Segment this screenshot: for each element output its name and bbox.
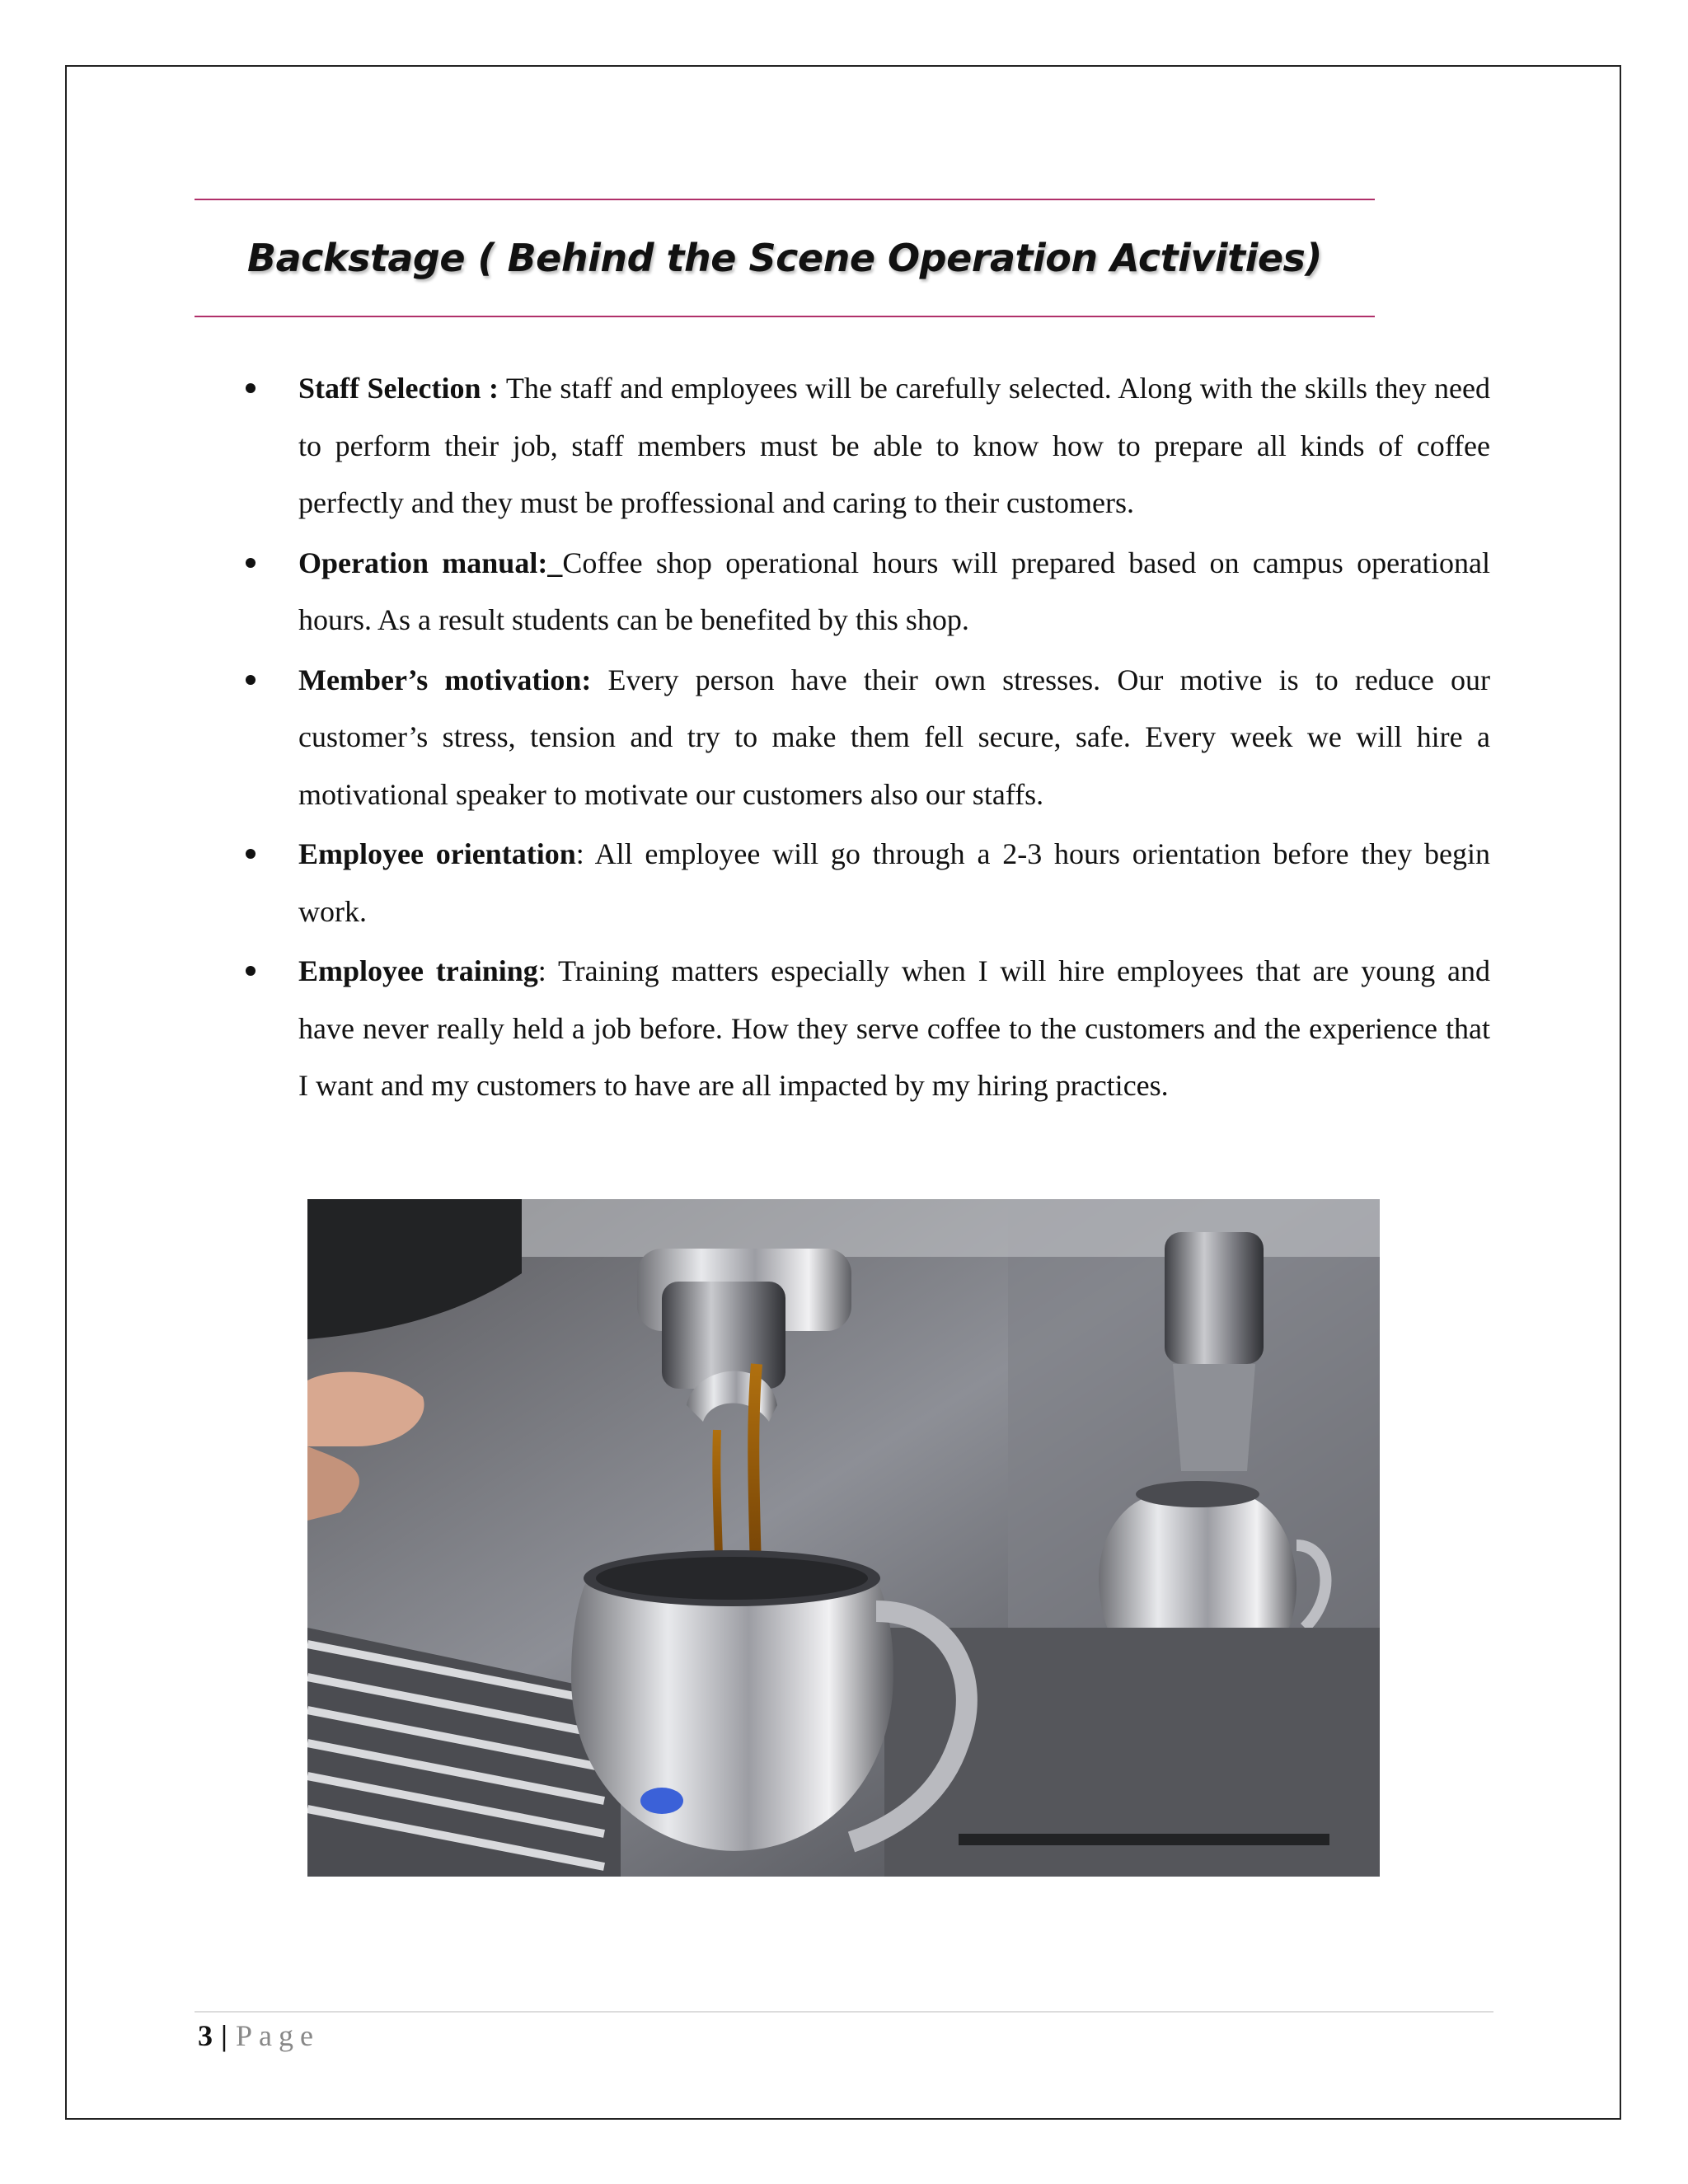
bullet-icon [246, 558, 256, 568]
title-rule-bottom [195, 316, 1375, 317]
list-item-employee-training [239, 943, 1490, 1115]
footer-separator: | [221, 2019, 227, 2052]
item-label: Operation manual:_ [298, 546, 563, 579]
item-label: Employee orientation [298, 837, 576, 870]
bullet-icon [246, 383, 256, 393]
page-word: Page [235, 2019, 320, 2052]
page-title: Backstage ( Behind the Scene Operation Activities) [247, 236, 1322, 280]
item-label: Member’s motivation: [298, 663, 592, 696]
bullet-icon [246, 849, 256, 859]
page-footer [198, 2015, 320, 2056]
list-item-member-motivation [239, 652, 1490, 824]
bullet-icon [246, 966, 256, 976]
bullet-icon [246, 675, 256, 685]
item-text: : Training matters especially when I will hire employees that are young and have never really held a job before. How they serve coffee to the customers and the experience that I want and my customers to have are all impacted by my hiring practices. [298, 954, 1491, 1102]
item-text: : All employee will go through a 2-3 hours orientation before they begin work. [298, 837, 1491, 928]
item-text: The staff and employees will be carefully selected. Along with the skills they need to perform their job, staff members must be able to know how to prepare all kinds of coffee perfectly and they must be proffessional and caring to their customers. [298, 372, 1490, 519]
espresso-machine-photo [307, 1199, 1380, 1877]
operations-list [239, 360, 1490, 1118]
page-number: 3 [198, 2019, 213, 2052]
list-item-employee-orientation [239, 826, 1490, 940]
item-text: Every person have their own stresses. Our motive is to reduce our customer’s stress, tension and try to make them fell secure, safe. Every week we will hire a motivational speaker to motivate our customers also our staffs. [298, 663, 1490, 811]
list-item-staff-selection [239, 360, 1490, 532]
list-item-operation-manual [239, 535, 1490, 649]
item-label: Staff Selection : [298, 372, 499, 405]
footer-rule [195, 2011, 1493, 2013]
item-text: Coffee shop operational hours will prepared based on campus operational hours. As a result students can be benefited by this shop. [298, 546, 1490, 636]
item-label: Employee training [298, 954, 538, 987]
title-rule-top [195, 199, 1375, 200]
